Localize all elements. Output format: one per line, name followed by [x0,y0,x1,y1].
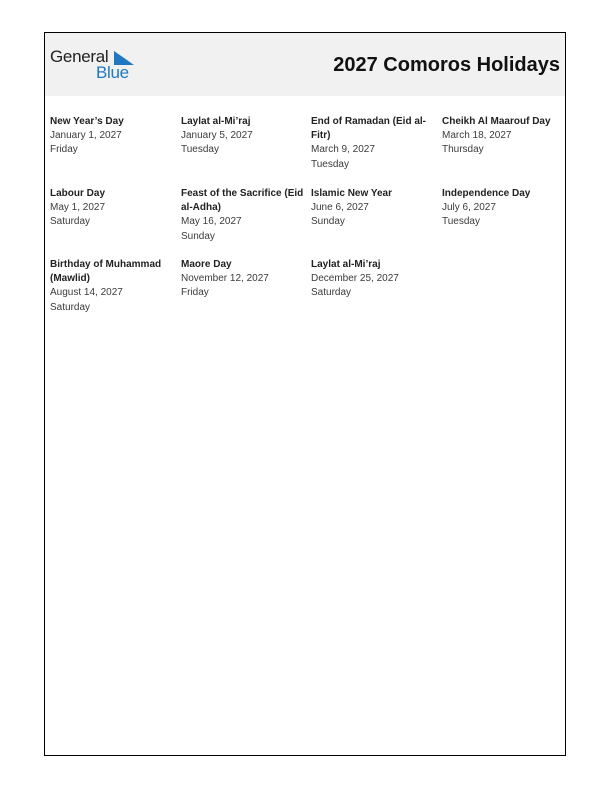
holiday-date: November 12, 2027 [181,273,269,285]
holiday-weekday: Tuesday [442,216,480,228]
holiday-item [311,115,429,172]
holiday-date: January 1, 2027 [50,130,122,142]
page-title: 2027 Comoros Holidays [333,54,560,76]
holiday-date: June 6, 2027 [311,202,369,214]
holiday-grid [50,115,570,335]
holiday-weekday: Thursday [442,144,484,156]
logo-general-text: General [50,47,109,66]
holiday-item [50,258,174,315]
holiday-date: January 5, 2027 [181,130,253,142]
holiday-name: Islamic New Year [311,188,392,199]
holiday-date: December 25, 2027 [311,273,399,285]
holiday-date: March 9, 2027 [311,144,375,156]
holiday-name: Laylat al-Mi’raj [181,116,251,127]
generalblue-logo [50,47,140,83]
holiday-weekday: Tuesday [181,144,219,156]
holiday-item [50,115,174,158]
holiday-date: May 1, 2027 [50,202,106,214]
holiday-weekday: Saturday [311,287,352,299]
holiday-name: Birthday of Muhammad (Mawlid) [50,259,162,285]
holiday-item [181,258,305,301]
holiday-name: Maore Day [181,259,232,270]
holiday-weekday: Sunday [311,216,345,228]
holiday-item [442,187,566,230]
holiday-weekday: Tuesday [311,158,349,170]
holiday-name: Labour Day [50,188,106,199]
holiday-item [442,115,566,158]
holiday-weekday: Saturday [50,301,91,313]
holiday-date: March 18, 2027 [442,130,512,142]
holiday-name: Independence Day [442,188,531,199]
holiday-item [181,187,305,244]
holiday-date: May 16, 2027 [181,216,242,228]
holiday-name: Feast of the Sacrifice (Eid al-Adha) [181,188,304,214]
holiday-weekday: Sunday [181,230,215,242]
logo-blue-text: Blue [96,63,129,82]
holiday-weekday: Friday [181,287,209,299]
holiday-weekday: Friday [50,144,78,156]
holiday-weekday: Saturday [50,216,91,228]
holiday-name: Laylat al-Mi’raj [311,259,381,270]
header-band [45,33,565,96]
document-page [44,32,566,756]
holiday-name: Cheikh Al Maarouf Day [442,116,551,127]
holiday-date: July 6, 2027 [442,202,496,214]
holiday-item [50,187,174,230]
holiday-name: New Year’s Day [50,116,124,127]
holiday-name: End of Ramadan (Eid al-Fitr) [311,116,427,142]
holiday-item [311,258,435,301]
holiday-item [311,187,435,230]
holiday-item [181,115,305,158]
holiday-date: August 14, 2027 [50,287,123,299]
